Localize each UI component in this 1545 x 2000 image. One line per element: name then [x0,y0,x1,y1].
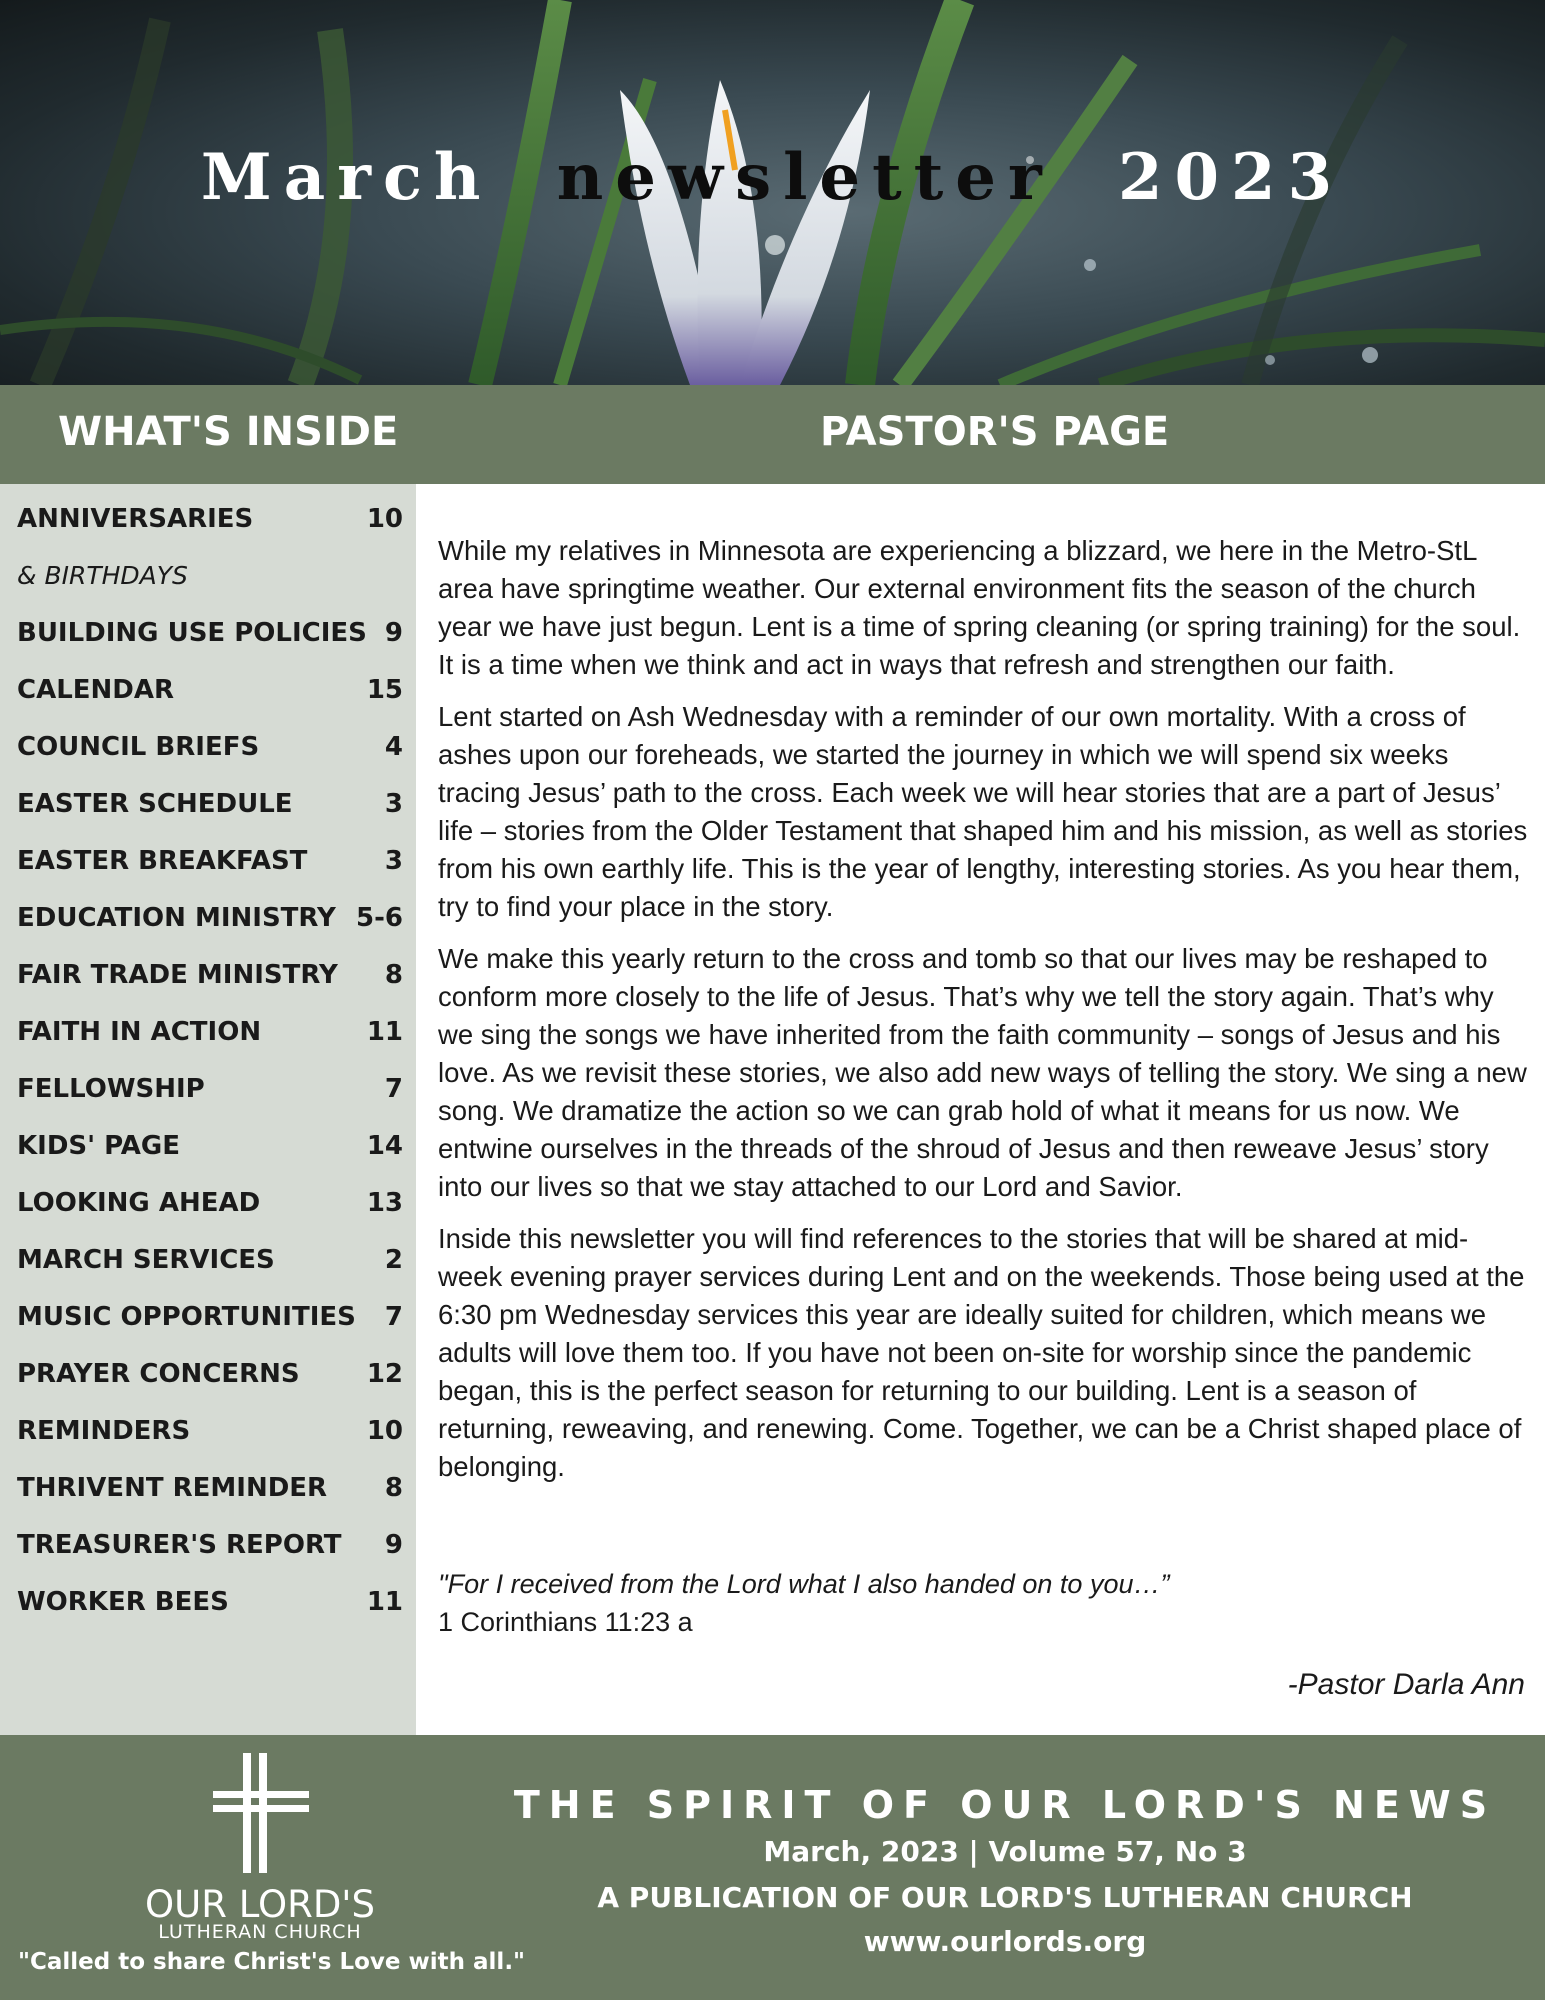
title-month: March [200,140,493,215]
toc-page: 12 [366,1359,403,1389]
toc-item [17,1359,403,1399]
toc-item [17,1416,403,1456]
cross-icon [213,1753,309,1873]
article-paragraph: Inside this newsletter you will find references to the stories that will be shared at mid-week evening prayer services during Lent and on the weekends. Those being used at the 6:30 pm Wednesday services this year are ideally suited for children, which means we adults will love them too. If you have not been on-site for worship since the pandemic began, this is the perfect season for returning to our building. Lent is a season of returning, reweaving, and renewing. Come. Together, we can be a Christ shaped place of belonging. [438,1223,1525,1482]
scripture-quote [438,1565,1528,1641]
toc-page: 15 [366,675,403,705]
toc-label: FAITH IN ACTION [17,1017,262,1047]
toc-label: COUNCIL BRIEFS [17,732,260,762]
toc-item [17,1302,403,1342]
toc-label: ANNIVERSARIES [17,504,254,534]
toc-item [17,732,403,772]
toc-item [17,1074,403,1114]
toc-item [17,1245,403,1285]
toc-label: EASTER SCHEDULE [17,789,293,819]
toc-label: MARCH SERVICES [17,1245,275,1275]
quote-text: "For I received from the Lord what I also handed on to you…” [438,1569,1170,1599]
toc-item [17,789,403,829]
toc-label: WORKER BEES [17,1587,229,1617]
toc-page: 3 [384,789,403,819]
toc-page: 5-6 [356,903,403,933]
publication-title: THE SPIRIT OF OUR LORD'S NEWS [513,1783,1497,1827]
quote-citation: 1 Corinthians 11:23 a [438,1607,693,1637]
toc-item [17,1530,403,1570]
pastors-article [438,532,1528,1500]
toc-page: 9 [384,618,403,648]
toc-label: THRIVENT REMINDER [17,1473,328,1503]
toc-page: 10 [366,1416,403,1446]
pastor-signature: -Pastor Darla Ann [1287,1668,1525,1701]
toc-item [17,1131,403,1171]
footer-band [0,1735,1545,2000]
toc-subtitle: & BIRTHDAYS [17,561,188,590]
toc-label: TREASURER'S REPORT [17,1530,342,1560]
toc-item [17,960,403,1000]
toc-label: REMINDERS [17,1416,191,1446]
toc-page: 9 [384,1530,403,1560]
title-word: newsletter [556,140,1054,215]
pastors-page-heading: PASTOR'S PAGE [820,409,1170,455]
toc-page: 4 [384,732,403,762]
toc-page: 2 [384,1245,403,1275]
toc-item [17,846,403,886]
toc-label: EASTER BREAKFAST [17,846,308,876]
whats-inside-heading: WHAT'S INSIDE [58,409,399,455]
toc-page: 11 [366,1017,403,1047]
toc-label: CALENDAR [17,675,175,705]
section-heading-band [0,385,1545,484]
toc-label: LOOKING AHEAD [17,1188,261,1218]
logo-subtitle: LUTHERAN CHURCH [158,1921,362,1943]
logo-name: OUR LORD'S [145,1883,375,1926]
toc-label: BUILDING USE POLICIES [17,618,367,648]
toc-item [17,1017,403,1057]
toc-page: 7 [384,1074,403,1104]
website-link[interactable]: www.ourlords.org [863,1925,1147,1958]
toc-label: EDUCATION MINISTRY [17,903,336,933]
toc-page: 13 [366,1188,403,1218]
toc-page: 3 [384,846,403,876]
article-paragraph: We make this yearly return to the cross and tomb so that our lives may be reshaped to conform more closely to the life of Jesus. That’s why we tell the story again. That’s why we sing the songs we have inherited from the faith community – songs of Jesus and his love. As we revisit these stories, we also add new ways of telling the story. We sing a new song. We dramatize the action so we can grab hold of what it means for us now. We entwine ourselves in the threads of the shroud of Jesus and then reweave Jesus’ story into our lives so that we stay attached to our Lord and Savior. [438,943,1527,1202]
toc-item [17,504,403,544]
toc-item [17,1587,403,1627]
header-photo [0,0,1545,385]
toc-page: 10 [366,504,403,534]
table-of-contents [0,484,416,1735]
toc-page: 14 [366,1131,403,1161]
publication-issue: March, 2023 | Volume 57, No 3 [763,1835,1247,1868]
toc-label: PRAYER CONCERNS [17,1359,300,1389]
toc-item [17,903,403,943]
toc-page: 11 [366,1587,403,1617]
publication-org: A PUBLICATION OF OUR LORD'S LUTHERAN CHURCH [597,1881,1413,1914]
toc-item [17,1473,403,1513]
toc-page: 8 [384,960,403,990]
toc-label: FAIR TRADE MINISTRY [17,960,338,990]
toc-label: FELLOWSHIP [17,1074,205,1104]
article-paragraph: While my relatives in Minnesota are experiencing a blizzard, we here in the Metro-StL area have springtime weather. Our external environment fits the season of the church year we have just begun. Lent is a time of spring cleaning (or spring training) for the soul. It is a time when we think and act in ways that refresh and strengthen our faith. [438,535,1521,680]
toc-item [17,618,403,658]
toc-item [17,1188,403,1228]
article-paragraph: Lent started on Ash Wednesday with a reminder of our own mortality. With a cross of ashes upon our foreheads, we started the journey in which we will spend six weeks tracing Jesus’ path to the cross. Each week we will hear stories that are a part of Jesus’ life – stories from the Older Testament that shaped him and his mission, as well as stories from his own earthly life. This is the year of lengthy, interesting stories. As you hear them, try to find your place in the story. [438,701,1528,922]
toc-page: 7 [384,1302,403,1332]
newsletter-title [0,140,1545,215]
church-tagline: "Called to share Christ's Love with all." [18,1949,526,1975]
toc-page: 8 [384,1473,403,1503]
toc-item [17,675,403,715]
toc-label: KIDS' PAGE [17,1131,181,1161]
toc-label: MUSIC OPPORTUNITIES [17,1302,356,1332]
title-year: 2023 [1117,140,1345,215]
